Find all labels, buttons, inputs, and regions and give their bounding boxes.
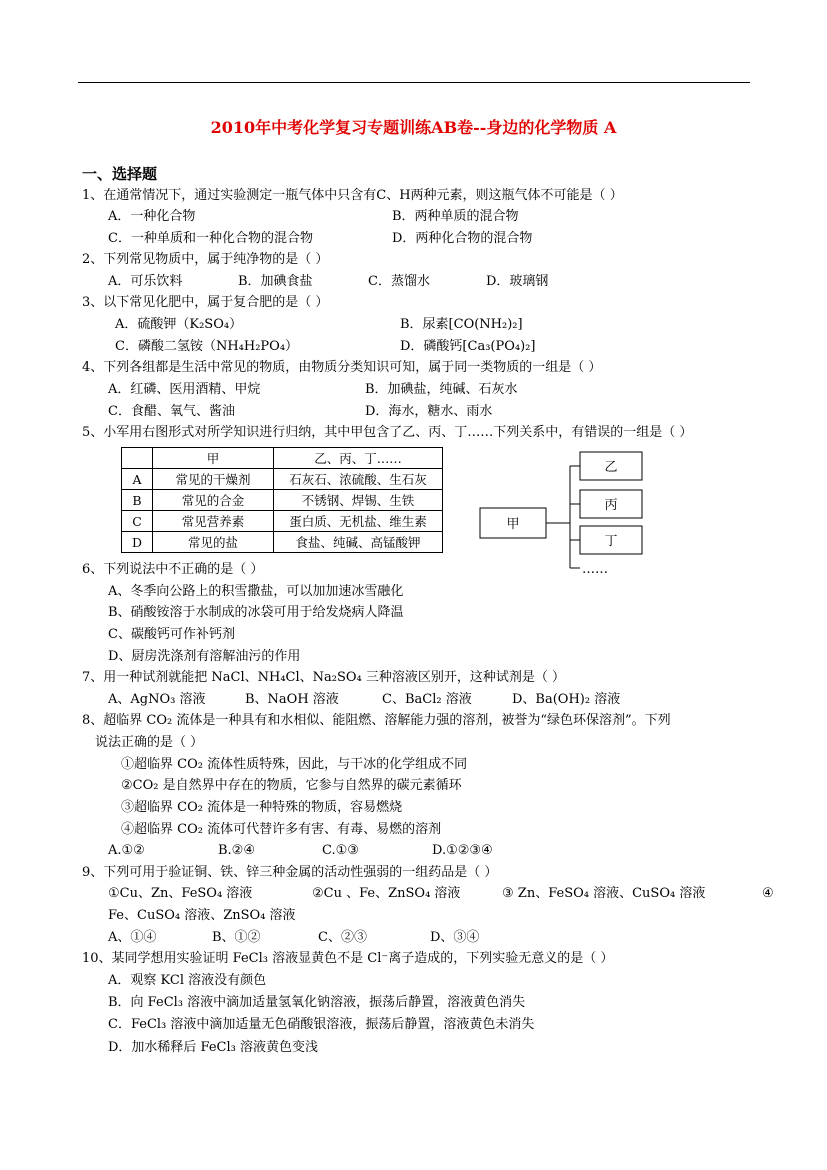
q7-option-d: D、Ba(OH)₂ 溶液 [512,692,621,707]
q9-option-a: A、①④ [108,930,157,945]
q8-statement-4: ④超临界 CO₂ 流体可代替许多有害、有毒、易燃的溶剂 [121,822,442,837]
q10-option-c: C．FeCl₃ 溶液中滴加适量无色硝酸银溶液，振荡后静置，溶液黄色未消失 [108,1017,535,1032]
q8-stem-cont: 说法正确的是（ ） [95,735,204,750]
diagram-root-label: 甲 [506,517,520,532]
table-cell: B [122,490,153,511]
q2-stem: 2、下列常见物质中，属于纯净物的是（ ） [82,252,329,267]
q9-option-b: B、①② [212,930,261,945]
table-cell: 常见的干燥剂 [153,469,274,490]
q3-option-b: B．尿素[CO(NH₂)₂] [400,317,523,332]
table-row [122,448,443,469]
q6-stem: 6、下列说法中不正确的是（ ） [82,562,264,577]
q8-option-d: D.①②③④ [432,843,493,858]
q2-option-b: B．加碘食盐 [238,274,313,289]
q2-option-d: D．玻璃钢 [486,274,549,289]
diagram-branch-label: 丙 [604,498,618,513]
q8-statement-3: ③超临界 CO₂ 流体是一种特殊的物质，容易燃烧 [121,800,403,815]
table-cell [122,448,153,469]
diagram-branch-label: 乙 [604,460,618,475]
q3-option-a: A．硫酸钾（K₂SO₄） [115,317,243,332]
table-cell: D [122,532,153,553]
q9-option-c: C、②③ [318,930,367,945]
q5-table [121,447,443,553]
q1-stem: 1、在通常情况下，通过实验测定一瓶气体中只含有C、H两种元素，则这瓶气体不可能是（ ） [82,188,623,203]
table-row [122,469,443,490]
table-cell: 石灰石、浓硫酸、生石灰 [274,469,443,490]
q10-option-d: D．加水稀释后 FeCl₃ 溶液黄色变浅 [108,1040,319,1055]
table-cell: 蛋白质、无机盐、维生素 [274,511,443,532]
table-row [122,490,443,511]
q8-statement-2: ②CO₂ 是自然界中存在的物质，它参与自然界的碳元素循环 [121,778,462,793]
q9-choice-1: ①Cu、Zn、FeSO₄ 溶液 [108,886,253,901]
q5-tree-diagram [478,446,678,586]
q8-option-b: B.②④ [218,843,255,858]
q8-statement-1: ①超临界 CO₂ 流体性质特殊，因此，与干冰的化学组成不同 [121,757,468,772]
q9-stem: 9、下列可用于验证铜、铁、锌三种金属的活动性强弱的一组药品是（ ） [82,865,498,880]
q2-option-c: C．蒸馏水 [368,274,430,289]
table-row [122,511,443,532]
q9-choice-4-marker: ④ [762,886,774,901]
q10-option-a: A．观察 KCl 溶液没有颜色 [108,973,267,988]
section-heading: 一、选择题 [82,165,158,183]
q7-option-c: C、BaCl₂ 溶液 [382,692,472,707]
q9-choice-2: ②Cu 、Fe、ZnSO₄ 溶液 [312,886,461,901]
q8-option-c: C.①③ [322,843,359,858]
q7-option-a: A、AgNO₃ 溶液 [108,692,206,707]
q4-option-b: B．加碘盐，纯碱、石灰水 [365,382,518,397]
q4-stem: 4、下列各组都是生活中常见的物质，由物质分类知识可知，属于同一类物质的一组是（ ） [82,360,602,375]
q8-stem: 8、超临界 CO₂ 流体是一种具有和水相似、能阻燃、溶解能力强的溶剂，被誉为“绿色环保溶剂”。下列 [82,713,671,728]
q1-option-a: A．一种化合物 [108,209,196,224]
header-rule [78,82,750,83]
q3-option-d: D．磷酸钙[Ca₃(PO₄)₂] [400,339,536,354]
q7-stem: 7、用一种试剂就能把 NaCl、NH₄Cl、Na₂SO₄ 三种溶液区别开，这种试剂是（ ） [82,670,566,685]
q6-option-c: C、碳酸钙可作补钙剂 [108,627,235,642]
q8-option-a: A.①② [108,843,145,858]
q9-choice-4: Fe、CuSO₄ 溶液、ZnSO₄ 溶液 [108,908,296,923]
q4-option-d: D．海水，糖水、雨水 [365,404,493,419]
diagram-ellipsis: …… [582,562,608,577]
q9-option-d: D、③④ [430,930,480,945]
q1-option-d: D．两种化合物的混合物 [392,231,533,246]
q6-option-b: B、硝酸铵溶于水制成的冰袋可用于给发烧病人降温 [108,605,404,620]
table-row [122,532,443,553]
table-cell: 甲 [153,448,274,469]
q3-option-c: C．磷酸二氢铵（NH₄H₂PO₄） [115,339,299,354]
q10-stem: 10、某同学想用实验证明 FeCl₃ 溶液显黄色不是 Cl⁻离子造成的，下列实验无意义的是（ ） [82,951,614,966]
q1-option-c: C．一种单质和一种化合物的混合物 [108,231,313,246]
page-title: 2010年中考化学复习专题训练AB卷--身边的化学物质 A [210,118,617,137]
q4-option-c: C．食醋、氧气、酱油 [108,404,235,419]
q7-option-b: B、NaOH 溶液 [245,692,339,707]
table-cell: 常见的合金 [153,490,274,511]
q10-option-b: B．向 FeCl₃ 溶液中滴加适量氢氧化钠溶液，振荡后静置，溶液黄色消失 [108,995,526,1010]
table-cell: A [122,469,153,490]
q4-option-a: A．红磷、医用酒精、甲烷 [108,382,261,397]
q6-option-d: D、厨房洗涤剂有溶解油污的作用 [108,649,301,664]
q5-stem: 5、小军用右图形式对所学知识进行归纳，其中甲包含了乙、丙、丁……下列关系中，有错误的一组是（ ） [82,425,693,440]
table-cell: 食盐、纯碱、高锰酸钾 [274,532,443,553]
table-cell: 常见营养素 [153,511,274,532]
table-cell: 乙、丙、丁…… [274,448,443,469]
q2-option-a: A．可乐饮料 [108,274,183,289]
diagram-branch-label: 丁 [604,534,618,549]
q3-stem: 3、以下常见化肥中，属于复合肥的是（ ） [82,295,329,310]
q9-choice-3: ③ Zn、FeSO₄ 溶液、CuSO₄ 溶液 [502,886,706,901]
q1-option-b: B．两种单质的混合物 [392,209,519,224]
q6-option-a: A、冬季向公路上的积雪撒盐，可以加加速冰雪融化 [108,584,404,599]
table-cell: C [122,511,153,532]
table-cell: 常见的盐 [153,532,274,553]
table-cell: 不锈钢、焊锡、生铁 [274,490,443,511]
